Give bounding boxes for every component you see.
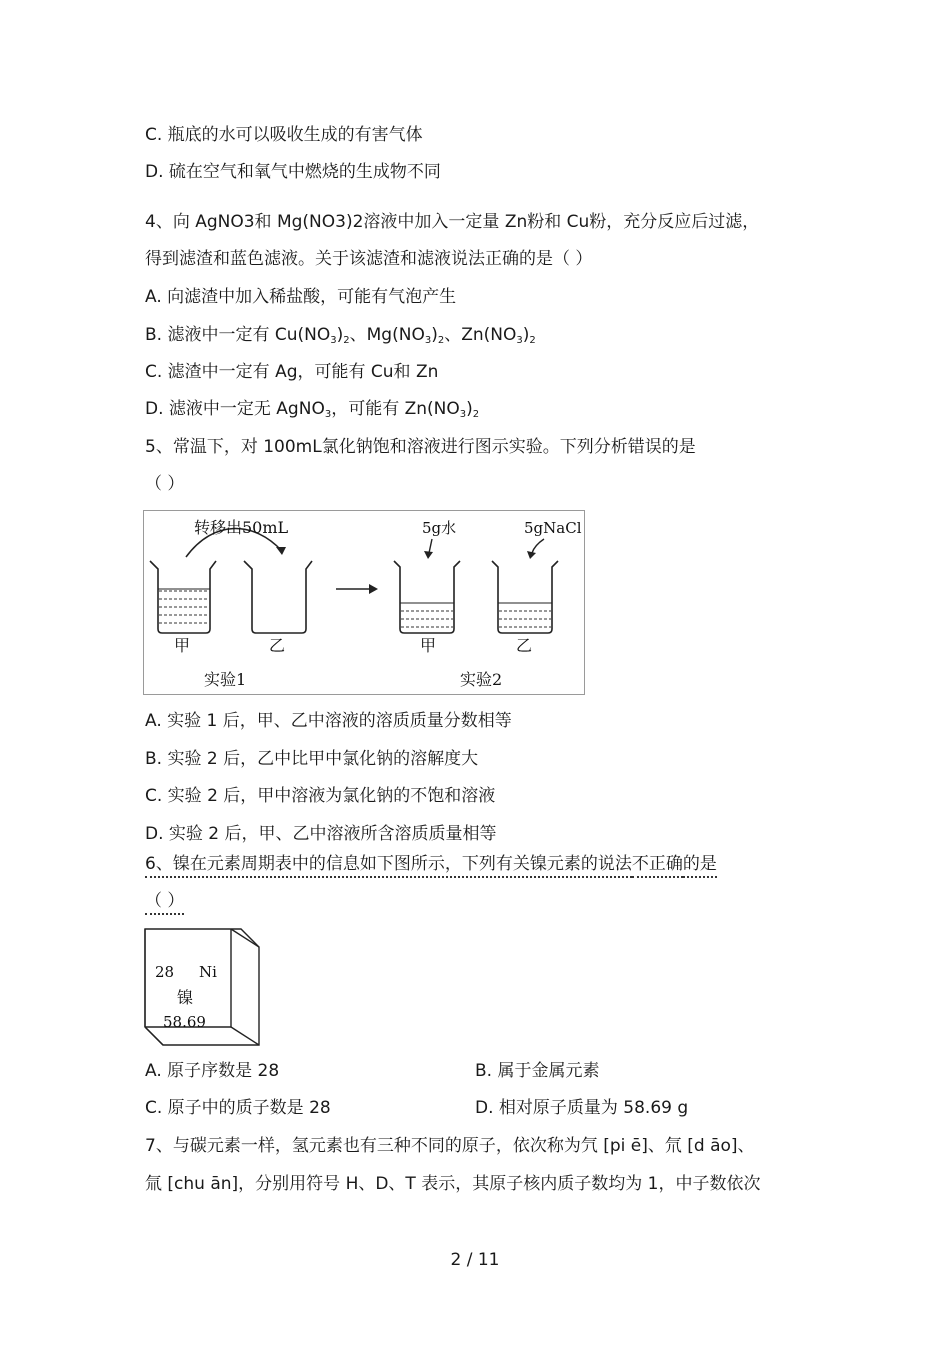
element-name: 镍: [177, 988, 194, 1007]
q4d-sub: 3: [459, 409, 467, 420]
experiment-diagram: [144, 511, 584, 694]
q4b-sub: 3: [424, 335, 432, 346]
q5-stem: 5、常温下，对 100mL氯化钠饱和溶液进行图示实验。下列分析错误的是: [145, 437, 696, 457]
q4b-text: 、Zn(NO: [444, 325, 517, 345]
q4-option-b: [145, 324, 536, 352]
atomic-number: 28: [155, 963, 175, 981]
q4b-sub: 2: [437, 335, 445, 346]
beaker-jia-1: [150, 561, 216, 633]
q4b-sub: 3: [516, 335, 523, 346]
experiment-figure: [143, 510, 585, 695]
beaker-label-yi-2: 乙: [516, 636, 533, 655]
q6-stem: [145, 853, 717, 875]
transfer-label: 转移出50mL: [194, 518, 289, 537]
q6-option-a: A. 原子序数是 28: [145, 1061, 280, 1081]
page-number: 2 / 11: [450, 1250, 500, 1270]
element-tile-graphic: [143, 927, 261, 1047]
nacl-arrow: [527, 551, 536, 559]
q6-option-b: B. 属于金属元素: [475, 1061, 600, 1081]
q4-stem-line1: 4、向 AgNO3和 Mg(NO3)2溶液中加入一定量 Zn粉和 Cu粉，充分反应后过滤，: [145, 212, 760, 232]
element-tile-nickel: [143, 927, 261, 1052]
experiment-2-label: 实验2: [460, 670, 503, 689]
q5-option-d: D. 实验 2 后，甲、乙中溶液所含溶质质量相等: [145, 824, 497, 844]
q4d-text: ): [466, 399, 473, 419]
q4b-text: ): [522, 325, 530, 345]
nacl-label: 5gNaCl: [524, 519, 582, 537]
q6-paren: [145, 890, 184, 912]
q6-stem-end: 的是: [683, 854, 717, 878]
q7-stem-line2: 氚 [chu ān]，分别用符号 H、D、T 表示，其原子核内质子数均为 1，中子数依次: [145, 1174, 761, 1194]
q4b-sub: 2: [343, 335, 350, 346]
q6-stem-text: 6、镍在元素周期表中的信息如下图所示，下列有关镍元素的说法: [145, 854, 632, 878]
q5-option-c: C. 实验 2 后，甲中溶液为氯化钠的不饱和溶液: [145, 786, 496, 806]
beaker-label-jia-2: 甲: [420, 636, 437, 655]
q4b-sub: 2: [529, 335, 536, 346]
q5-option-a: A. 实验 1 后，甲、乙中溶液的溶质质量分数相等: [145, 711, 512, 731]
q4b-sub: 3: [330, 335, 337, 346]
q7-stem-line1: 7、与碳元素一样，氢元素也有三种不同的原子，依次称为氕 [pi ē]、氘 [d āo]、: [145, 1136, 755, 1156]
q6-paren-text: （ ）: [145, 891, 184, 915]
q4b-text: ): [431, 325, 438, 345]
water-label: 5g水: [422, 519, 457, 537]
q4-option-d: [145, 398, 479, 426]
q6-option-d: D. 相对原子质量为 58.69 g: [475, 1098, 689, 1118]
atomic-mass: 58.69: [163, 1013, 206, 1031]
q4d-sub: 2: [472, 409, 480, 420]
beaker-jia-2: [394, 561, 460, 633]
q5-option-b: B. 实验 2 后，乙中比甲中氯化钠的溶解度大: [145, 749, 479, 769]
q4-option-a: A. 向滤渣中加入稀盐酸，可能有气泡产生: [145, 287, 457, 307]
q4b-text: B. 滤液中一定有 Cu(NO: [145, 325, 331, 345]
q4d-text: D. 滤液中一定无 AgNO: [145, 399, 325, 419]
q4-stem-line2: 得到滤渣和蓝色滤液。关于该滤渣和滤液说法正确的是（ ）: [145, 249, 593, 269]
q5-paren: （ ）: [145, 474, 185, 494]
water-arrow: [424, 551, 433, 559]
q4-option-c: C. 滤渣中一定有 Ag，可能有 Cu和 Zn: [145, 362, 439, 382]
beaker-label-yi-1: 乙: [269, 636, 286, 655]
q4d-text: ，可能有 Zn(NO: [331, 399, 460, 419]
beaker-yi-2: [492, 561, 558, 633]
beaker-yi-1: [244, 561, 312, 633]
experiment-1-label: 实验1: [204, 670, 247, 689]
q4d-sub: 3: [324, 409, 332, 420]
q3-option-c: C. 瓶底的水可以吸收生成的有害气体: [145, 125, 423, 145]
process-arrow: [369, 584, 378, 594]
q3-option-d: D. 硫在空气和氧气中燃烧的生成物不同: [145, 162, 441, 182]
transfer-arrowhead: [276, 547, 286, 555]
q4b-text: ): [336, 325, 344, 345]
q6-negation: 不正确: [632, 854, 683, 878]
element-symbol: Ni: [199, 963, 217, 981]
beaker-label-jia-1: 甲: [174, 636, 191, 655]
q4b-text: 、Mg(NO: [349, 325, 425, 345]
q6-option-c: C. 原子中的质子数是 28: [145, 1098, 331, 1118]
